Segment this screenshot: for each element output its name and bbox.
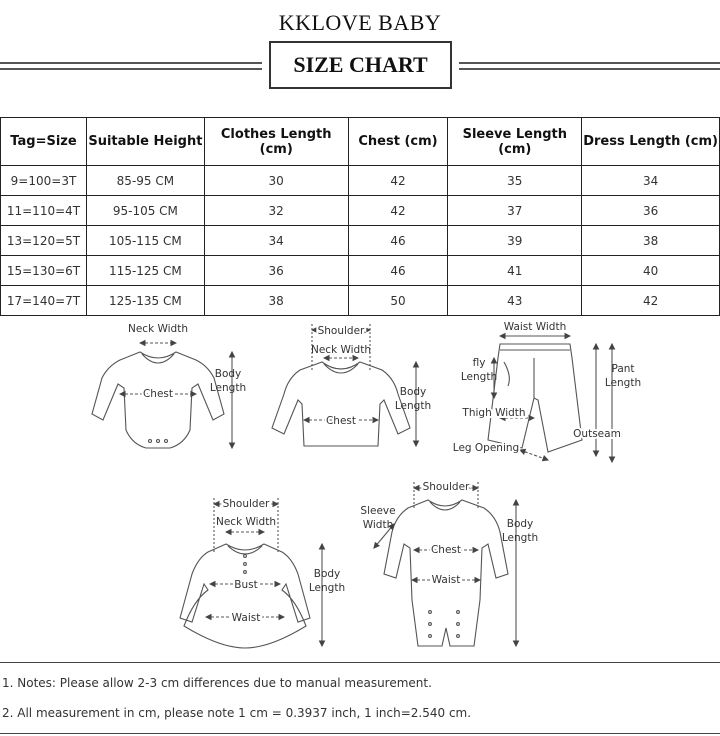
pants-pant-label: Pant [611, 363, 635, 375]
dress-bust-label: Bust [234, 579, 258, 591]
dress-waist-label: Waist [231, 612, 261, 624]
cell-chest: 46 [348, 256, 448, 286]
cell-sleeve-length: 39 [448, 226, 582, 256]
cell-height: 85-95 CM [86, 166, 204, 196]
pants-thigh-label: Thigh Width [462, 407, 526, 419]
shirt-shoulder-label: Shoulder [317, 325, 365, 337]
cell-clothes-length: 34 [204, 226, 348, 256]
cell-tag-size: 17=140=7T [1, 286, 87, 316]
bodysuit-length-label: Length [209, 382, 247, 394]
romper-sleeve-label: Sleeve [360, 505, 396, 517]
header-sleeve-length: Sleeve Length (cm) [448, 118, 582, 166]
cell-dress-length: 34 [582, 166, 720, 196]
pants-leg-opening-label: Leg Opening [452, 442, 520, 454]
note-unit-conversion: 2. All measurement in cm, please note 1 cm = 0.3937 inch, 1 inch=2.540 cm. [2, 706, 472, 720]
notes-divider-top [0, 662, 720, 663]
table-row [1, 226, 720, 256]
pants-waist-label: Waist Width [503, 321, 567, 333]
romper-length-label: Length [501, 532, 539, 544]
cell-tag-size: 11=110=4T [1, 196, 87, 226]
cell-sleeve-length: 37 [448, 196, 582, 226]
cell-clothes-length: 36 [204, 256, 348, 286]
shirt-neck-label: Neck Width [310, 344, 372, 356]
pants-fly-label: fly [472, 357, 486, 369]
pants-outseam-label: Outseam [573, 428, 621, 440]
cell-tag-size: 15=130=6T [1, 256, 87, 286]
notes-divider-bottom [0, 733, 720, 734]
cell-chest: 46 [348, 226, 448, 256]
title-rule-left-bottom [0, 68, 262, 70]
size-chart-title: SIZE CHART [269, 41, 452, 89]
dress-neck-label: Neck Width [215, 516, 277, 528]
size-table [0, 117, 720, 316]
shirt-length-label: Length [394, 400, 432, 412]
cell-dress-length: 42 [582, 286, 720, 316]
table-row [1, 196, 720, 226]
header-tag-size: Tag=Size [1, 118, 87, 166]
cell-dress-length: 36 [582, 196, 720, 226]
title-rule-right-top [459, 62, 720, 64]
romper-waist-label: Waist [431, 574, 461, 586]
cell-chest: 42 [348, 166, 448, 196]
bodysuit-neck-label: Neck Width [127, 323, 189, 335]
pants-fly-length-label: Length [460, 371, 498, 383]
header-clothes-length: Clothes Length (cm) [204, 118, 348, 166]
cell-sleeve-length: 35 [448, 166, 582, 196]
note-manual-measurement: 1. Notes: Please allow 2-3 cm differences due to manual measurement. [2, 676, 432, 690]
table-row [1, 166, 720, 196]
title-rule-right-bottom [459, 68, 720, 70]
cell-dress-length: 38 [582, 226, 720, 256]
header-chest: Chest (cm) [348, 118, 448, 166]
table-row [1, 286, 720, 316]
cell-height: 95-105 CM [86, 196, 204, 226]
cell-clothes-length: 38 [204, 286, 348, 316]
dress-shoulder-label: Shoulder [222, 498, 270, 510]
pants-pant-length-label: Length [604, 377, 642, 389]
shirt-diagram [272, 324, 416, 446]
cell-sleeve-length: 43 [448, 286, 582, 316]
shirt-chest-label: Chest [325, 415, 357, 427]
cell-height: 105-115 CM [86, 226, 204, 256]
cell-chest: 42 [348, 196, 448, 226]
dress-length-label: Length [308, 582, 346, 594]
table-row [1, 256, 720, 286]
table-header-row [1, 118, 720, 166]
cell-sleeve-length: 41 [448, 256, 582, 286]
measurement-diagrams [0, 316, 720, 656]
romper-shoulder-label: Shoulder [422, 481, 470, 493]
header-dress-length: Dress Length (cm) [582, 118, 720, 166]
shirt-body-label: Body [399, 386, 427, 398]
bodysuit-body-label: Body [214, 368, 242, 380]
cell-clothes-length: 30 [204, 166, 348, 196]
cell-height: 115-125 CM [86, 256, 204, 286]
cell-tag-size: 9=100=3T [1, 166, 87, 196]
cell-chest: 50 [348, 286, 448, 316]
title-rule-left-top [0, 62, 262, 64]
dress-body-label: Body [313, 568, 341, 580]
romper-chest-label: Chest [430, 544, 462, 556]
romper-body-label: Body [506, 518, 534, 530]
cell-clothes-length: 32 [204, 196, 348, 226]
romper-sleeve-width-label: Width [362, 519, 394, 531]
cell-dress-length: 40 [582, 256, 720, 286]
cell-height: 125-135 CM [86, 286, 204, 316]
bodysuit-chest-label: Chest [142, 388, 174, 400]
cell-tag-size: 13=120=5T [1, 226, 87, 256]
brand-name: KKLOVE BABY [278, 10, 442, 35]
header-suitable-height: Suitable Height [86, 118, 204, 166]
